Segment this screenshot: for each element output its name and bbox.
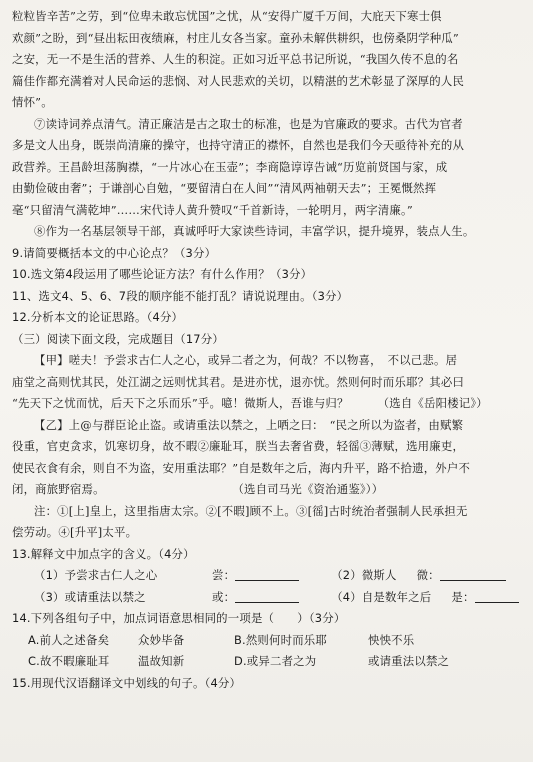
text-line: 政营养。王昌龄坦荡胸襟，“一片冰心在玉壶”；李商隐谆谆告诫“历览前贤国与家，成	[12, 159, 448, 174]
text-line: 篇佳作都充满着对人民命运的悲悯、对人民悲欢的关切，以精湛的艺术彰显了深厚的人民	[12, 73, 465, 88]
text-line: 之安，无一不是生活的营养、人生的积淀。正如习近平总书记所说，“我国久传不息的名	[12, 52, 459, 66]
question-14-options-cd	[12, 651, 519, 673]
question-14-stem: 14.下列各组句子中，加点词语意思相同的一项是（ ）（3分）	[12, 611, 346, 625]
text-line: 欢颜”之盼，到“昼出耘田夜绩麻，村庄儿女各当家。童孙未解供耕织，也傍桑阴学种瓜”	[12, 30, 459, 45]
question-14-options-ab	[12, 630, 519, 652]
section-3-heading: （三）阅读下面文段，完成题目（17分）	[12, 331, 224, 346]
option-a-2: 众妙毕备	[138, 632, 185, 647]
answer-blank[interactable]	[235, 590, 299, 603]
text-line: “先天下之忧而忧，后天下之乐而乐”乎。噫！微斯人，吾谁与归？ （选自《岳阳楼记》）	[12, 396, 488, 410]
option-c-1: C.故不暇廉耻耳	[28, 654, 110, 668]
text-line: 使民衣食有余，则自不为盗，安用重法耶？”自是数年之后，海内升平，路不拾遗，外户不	[12, 460, 471, 475]
annotations	[12, 501, 519, 544]
text-line: 役重，官吏贪求，饥寒切身，故不暇②廉耻耳，朕当去奢省费，轻徭③薄赋，选用廉吏，	[12, 439, 465, 453]
text-line: 情怀”。	[12, 95, 53, 109]
passage-jia	[12, 350, 519, 415]
answer-blank[interactable]	[440, 568, 506, 581]
paragraph-8: ⑧作为一名基层领导干部，真诚呼吁大家读些诗词，丰富学识，提升境界，装点人生。	[34, 224, 475, 238]
option-c-2: 温故知新	[138, 654, 185, 668]
question-10: 10.选文第4段运用了哪些论证方法？有什么作用？（3分）	[12, 267, 313, 281]
option-d-2: 或请重法以禁之	[368, 654, 450, 668]
question-12: 12.分析本文的论证思路。（4分）	[12, 310, 184, 324]
paragraph-6-continued	[12, 6, 519, 114]
text-line: 【乙】上@与群臣论止盗。或请重法以禁之，上哂之曰： “民之所以为盗者，由赋繁	[34, 417, 464, 432]
option-b-2: 怏怏不乐	[368, 632, 415, 647]
text-line: 庙堂之高则忧其民，处江湖之远则忧其君。是进亦忧，退亦忧。然则何时而乐耶？其必曰	[12, 374, 465, 389]
text-line: 注：①[上]皇上，这里指唐太宗。②[不暇]顾不上。③[徭]古时统治者强制人民承担无	[34, 503, 468, 518]
q13-item-4: （4）自是数年之后	[331, 589, 432, 604]
question-15: 15.用现代汉语翻译文中划线的句子。（4分）	[12, 675, 242, 690]
q13-word-2: 微：	[416, 568, 440, 582]
text-line: 粒粒皆辛苦”之劳，到“位卑未敢忘忧国”之忧，从“安得广厦千万间，大庇天下寒士俱	[12, 9, 442, 23]
q13-item-3: （3）或请重法以禁之	[34, 589, 146, 604]
text-line: 毫“只留清气满乾坤”……宋代诗人黄升赞叹“千首新诗，一轮明月，两字清廉。”	[12, 202, 413, 217]
option-a-1: A.前人之述备矣	[28, 632, 110, 647]
option-d-1: D.或异二者之为	[234, 654, 317, 668]
question-13-row-2	[12, 587, 519, 609]
q13-word-3: 或：	[212, 589, 236, 604]
question-11: 11、选文4、5、6、7段的顺序能不能打乱？请说说理由。（3分）	[12, 288, 349, 303]
question-13-row-1	[12, 565, 519, 587]
q13-item-1: （1）予尝求古仁人之心	[34, 568, 158, 582]
text-line: 由勤俭破由奢”；于谦剖心自勉，“要留清白在人间”“清风两袖朝天去”；王冕慨然挥	[12, 181, 437, 195]
text-line: 多是文人出身，既崇尚清廉的操守，也持守清正的襟怀，自然也是我们今天亟待补充的从	[12, 138, 465, 152]
text-line: ⑦读诗词养点清气。清正廉洁是古之取士的标准，也是为官廉政的要求。古代为官者	[34, 116, 463, 131]
text-line: 闭，商旅野宿焉。 （选自司马光《资治通鉴》））	[12, 482, 384, 496]
question-13-stem: 13.解释文中加点字的含义。（4分）	[12, 546, 195, 561]
option-b-1: B.然则何时而乐耶	[234, 632, 327, 647]
q13-word-4: 是：	[451, 589, 475, 604]
answer-blank[interactable]	[235, 568, 299, 581]
q13-item-2: （2）微斯人	[331, 568, 397, 582]
paragraph-7	[12, 114, 519, 222]
passage-yi	[12, 415, 519, 501]
text-line: 【甲】嗟夫！予尝求古仁人之心，或异二者之为，何哉？不以物喜， 不以己悲。居	[34, 353, 458, 367]
answer-blank[interactable]	[475, 590, 519, 603]
text-line: 偿劳动。④[升平]太平。	[12, 525, 138, 539]
question-9: 9.请简要概括本文的中心论点？（3分）	[12, 245, 217, 260]
q13-word-1: 尝：	[212, 568, 236, 582]
